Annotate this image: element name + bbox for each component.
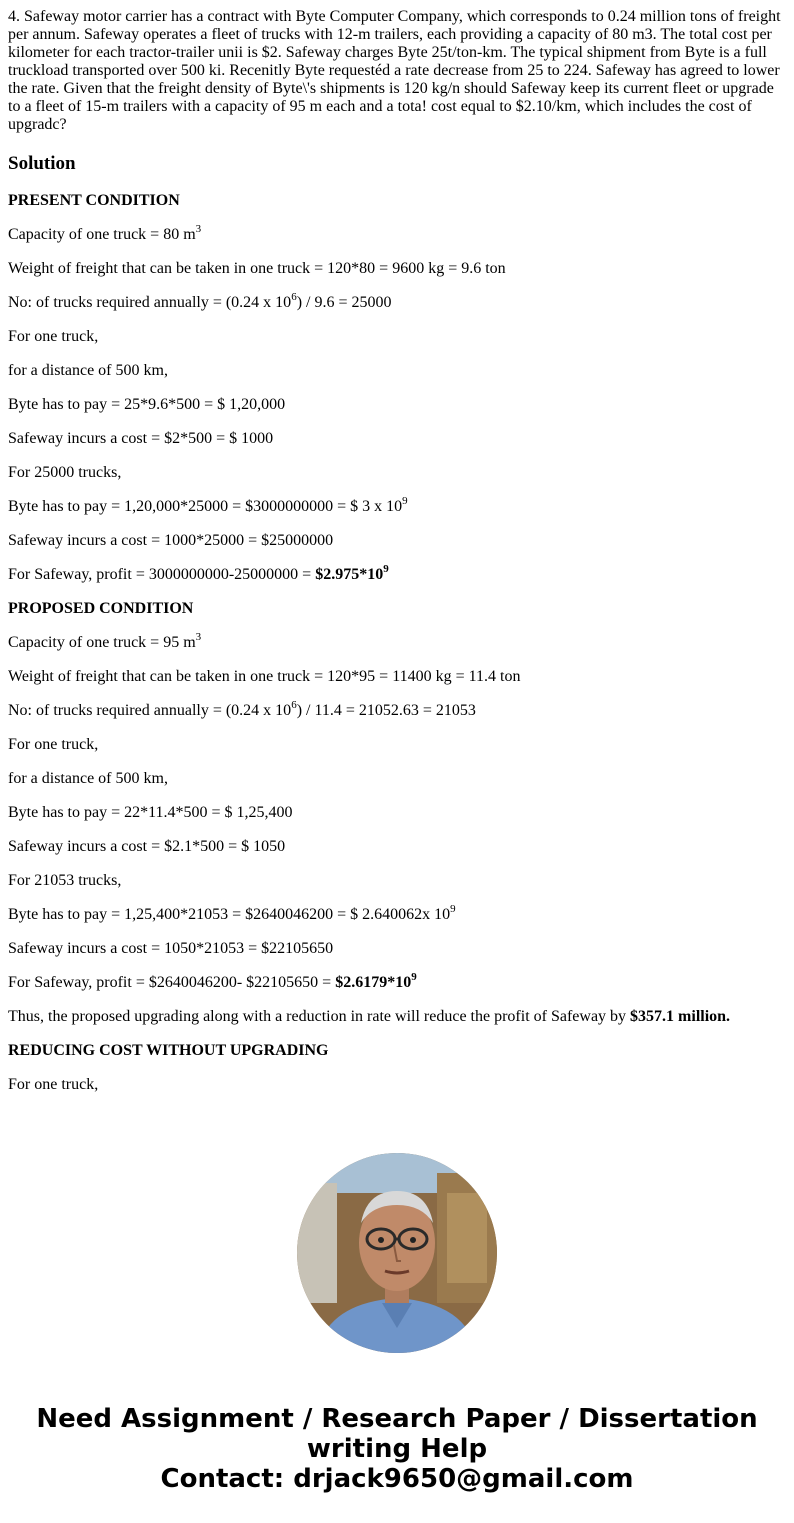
present-byte-pays-line: Byte has to pay = 25*9.6*500 = $ 1,20,000 (8, 396, 286, 413)
promo-contact-line: Contact: drjack9650@gmail.com (160, 1464, 634, 1494)
solution-heading: Solution (8, 153, 76, 174)
reducing-cost-heading: REDUCING COST WITHOUT UPGRADING (8, 1042, 329, 1059)
present-one-truck-line: For one truck, (8, 328, 99, 345)
conclusion-line: Thus, the proposed upgrading along with a reduction in rate will reduce the profit of Safeway by $357.1 million. (8, 1008, 731, 1025)
promo-section (0, 1122, 794, 1523)
reducing-one-truck-line: For one truck, (8, 1076, 99, 1093)
promo-text (0, 1404, 794, 1494)
proposed-trucks-line: No: of trucks required annually = (0.24 x $10^6) / 11.4 = 21052.63 = 21053$ (8, 698, 476, 719)
present-byte-total-line: Byte has to pay = 1,20,000*25000 = $3000000000 = $ 3 x $10^9$ (8, 494, 408, 515)
proposed-safeway-cost-line: Safeway incurs a cost = $2.1*500 = $ 1050 (8, 838, 286, 855)
promo-line-2: writing Help (306, 1434, 488, 1464)
document-body (8, 0, 784, 1122)
proposed-byte-pays-line: Byte has to pay = 22*11.4*500 = $ 1,25,400 (8, 804, 293, 821)
present-profit-line: For Safeway, profit = $3000000000-25000000 = \$2.975*10^9$ (8, 562, 389, 583)
proposed-weight-line: Weight of freight that can be taken in one truck = 120*95 = 11400 kg = 11.4 ton (8, 668, 521, 685)
proposed-safeway-total-line: Safeway incurs a cost = 1050*21053 = $22105650 (8, 940, 334, 957)
promo-line-1: Need Assignment / Research Paper / Dissertation (36, 1404, 758, 1434)
avatar (297, 1153, 497, 1353)
proposed-profit-line: For Safeway, profit = $2640046200- $22105650 = $\$2.6179*10^9$ (8, 970, 417, 991)
proposed-distance-line: for a distance of 500 km, (8, 770, 168, 787)
proposed-byte-total-line: Byte has to pay = 1,25,400*21053 = $2640046200 = $ 2.640062x $10^9$ (8, 902, 456, 923)
present-distance-line: for a distance of 500 km, (8, 362, 168, 379)
present-safeway-cost-line: Safeway incurs a cost = $2*500 = $ 1000 (8, 430, 274, 447)
avatar-portrait-icon (297, 1153, 497, 1353)
proposed-for-trucks-line: For 21053 trucks, (8, 872, 122, 889)
proposed-capacity-line: Capacity of one truck = 95 $m^3$ (8, 630, 202, 651)
present-safeway-total-line: Safeway incurs a cost = 1000*25000 = $25000000 (8, 532, 334, 549)
question-text: 4. Safeway motor carrier has a contract with Byte Computer Company, which corresponds to 0.24 million tons of freight per annum. Safeway operates a fleet of trucks with 12-m trailers, each providing a capacity of 80 m3. The total cost per kilometer for each tractor-trailer unii is $2. Safeway charges Byte 25t/ton-km. The typical shipment from Byte is a full truckload transported over 500 ki. Recenitly Byte requestéd a rate decrease from 25 to 224. Safeway has agreed to lower the rate. Given that the freight density of Byte\'s shipments is 120 kg/n should Safeway keep its current fleet or upgrade to a fleet of 15-m trailers with a capacity of 95 m each and a tota! cost equal to $2.10/km, which includes the cost of upgradc? (8, 8, 781, 133)
present-for-trucks-line: For 25000 trucks, (8, 464, 122, 481)
proposed-one-truck-line: For one truck, (8, 736, 99, 753)
present-weight-line: Weight of freight that can be taken in one truck = 120*80 = 9600 kg = 9.6 ton (8, 260, 506, 277)
present-condition-heading: PRESENT CONDITION (8, 192, 180, 209)
proposed-condition-heading: PROPOSED CONDITION (8, 600, 194, 617)
present-capacity-line: Capacity of one truck = 80 $m^3$ (8, 222, 202, 243)
present-trucks-line: No: of trucks required annually = (0.24 x $10^6) / 9.6 = 25000$ (8, 290, 392, 311)
